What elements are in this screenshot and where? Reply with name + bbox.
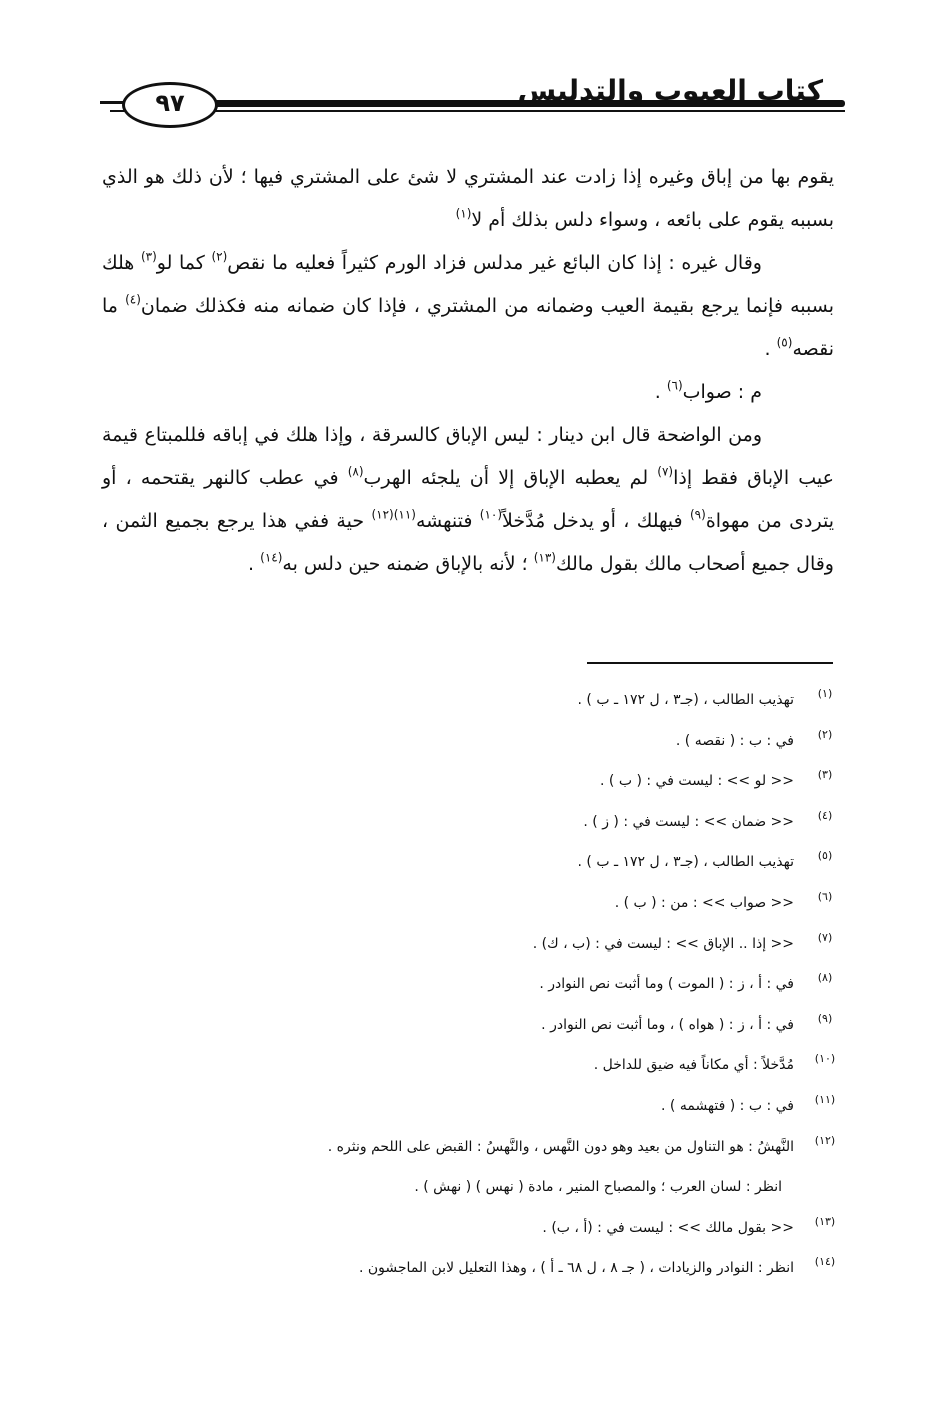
- footnote-text: في : أ ، ز : ( هواه ) ، وما أثبت نص النوادر .: [541, 1016, 794, 1033]
- body-text-run: لم يعطبه الإباق إلا أن يلجئه الهرب: [363, 467, 658, 489]
- page-header: [100, 68, 845, 128]
- footnote-item: [102, 721, 842, 762]
- footnote-reference[interactable]: (١): [455, 206, 472, 221]
- footnote-number: (٧): [817, 930, 833, 944]
- body-text-run: وقال غيره : إذا كان البائع غير مدلس فزاد الورم كثيراً فعليه ما نقص: [227, 252, 762, 274]
- body-text-run: .: [248, 553, 261, 575]
- footnote-item: [102, 1208, 842, 1249]
- body-paragraph: [102, 156, 834, 242]
- footnote-item: [102, 1127, 842, 1168]
- footnote-item: [102, 802, 842, 843]
- footnote-number: (١١): [814, 1092, 836, 1106]
- footnote-reference[interactable]: (١١)(١٢): [371, 507, 416, 522]
- footnote-number: (١٠): [814, 1052, 836, 1066]
- footnote-text: << صواب >> : من : ( ب ) .: [614, 894, 794, 911]
- footnote-reference[interactable]: (٢): [211, 249, 228, 264]
- body-text-run: ؛ لأنه بالإباق ضمنه حين دلس به: [282, 553, 534, 575]
- footnote-text: انظر : لسان العرب ؛ والمصباح المنير ، مادة ( نهس ) ( نهش ) .: [414, 1179, 782, 1196]
- footnote-item: [102, 1248, 842, 1289]
- footnote-item: [102, 842, 842, 883]
- footnote-reference[interactable]: (١٣): [533, 550, 556, 565]
- footnote-text: في : ب : ( فتهشمه ) .: [661, 1097, 794, 1114]
- main-text: [102, 156, 834, 586]
- footnote-number: (٣): [817, 768, 833, 782]
- body-text-run: .: [764, 338, 777, 360]
- body-text-run: م : صواب: [682, 381, 762, 403]
- footnote-text: مُدَّخلاً : أي مكاناً فيه ضيق للداخل .: [593, 1057, 794, 1074]
- footnote-number: (١٣): [814, 1214, 836, 1228]
- footnote-text: النَّهشُ : هو التناول من بعيد وهو دون النَّهس ، والنَّهسُ : القبض على اللحم ونثره .: [327, 1138, 794, 1155]
- footnote-text: تهذيب الطالب ، (جـ٣ ، ل ١٧٢ ـ ب ) .: [577, 692, 794, 708]
- footnote-item: [102, 1086, 842, 1127]
- footnote-number: (٥): [817, 849, 833, 863]
- body-text-run: هلك بسببه فإنما يرجع بقيمة العيب وضمانه من المشتري ، فإذا كان ضمانه منه فكذلك ضمان: [102, 252, 834, 317]
- header-thin-rule: [110, 110, 845, 112]
- footnote-text: << بقول مالك >> : ليست في : (أ ، ب) .: [542, 1219, 794, 1236]
- body-text-run: ومن الواضحة قال ابن دينار : ليس الإباق كالسرقة ، وإذا هلك في إباقه فللمبتاع قيمة عيب الإباق فقط إذا: [102, 424, 834, 489]
- footnote-number: (٨): [817, 971, 833, 985]
- footnote-number: (١): [817, 687, 833, 700]
- body-text-run: حية ففي هذا يرجع بجميع الثمن ، وقال جميع أصحاب مالك بقول مالك: [102, 510, 834, 575]
- footnote-text: في : ب : ( نقصه ) .: [675, 732, 794, 749]
- footnote-text: << لو >> : ليست في : ( ب ) .: [600, 773, 794, 790]
- footnote-reference[interactable]: (٧): [657, 464, 674, 479]
- body-paragraph: [102, 414, 834, 586]
- footnote-reference[interactable]: (٤): [125, 292, 141, 307]
- footnote-reference[interactable]: (٥): [776, 335, 793, 350]
- footnote-text: انظر : النوادر والزيادات ، ( جـ ٨ ، ل ٦٨ ـ أ ) ، وهذا التعليل لابن الماجشون .: [359, 1260, 794, 1277]
- footnote-divider: [587, 662, 833, 664]
- body-text-run: ما نقصه: [102, 295, 834, 360]
- footnote-reference[interactable]: (٩): [689, 507, 706, 522]
- body-text-run: في عطب كالنهر يقتحمه ، أو يتردى من مهواة: [102, 467, 835, 532]
- footnote-number: (١٢): [814, 1133, 836, 1147]
- footnote-reference[interactable]: (٨): [347, 464, 364, 479]
- footnote-text: << إذا .. الإباق >> : ليست في : (ب ، ك) .: [532, 935, 794, 952]
- footnote-reference[interactable]: (١٠): [479, 507, 503, 522]
- footnote-number: (٩): [817, 1011, 833, 1025]
- footnotes: [102, 680, 842, 1289]
- footnote-text: << ضمان >> : ليست في : ( ز ) .: [583, 813, 794, 830]
- footnote-text: في : أ ، ز : ( الموت ) وما أثبت نص النوادر .: [539, 976, 794, 993]
- footnote-reference[interactable]: (٦): [666, 378, 683, 393]
- page-number: ٩٧: [155, 89, 185, 117]
- footnote-number: (٦): [817, 889, 833, 903]
- footnote-number: (٢): [817, 727, 833, 741]
- book-title: كتاب العيوب والتدليس: [517, 74, 823, 107]
- footnote-reference[interactable]: (١٤): [260, 550, 283, 565]
- body-text-run: فتنهشه: [415, 510, 480, 532]
- footnote-text: تهذيب الطالب ، (جـ٣ ، ل ١٧٢ ـ ب ) .: [577, 854, 794, 871]
- body-text-run: فيهلك ، أو يدخل مُدَّخلاً: [502, 510, 690, 532]
- footnote-item: [102, 924, 842, 965]
- footnote-item: [102, 680, 842, 721]
- footnote-number: (٤): [817, 808, 833, 822]
- footnote-item: [102, 761, 842, 802]
- footnote-item: [102, 1167, 842, 1208]
- page-number-oval: [122, 82, 218, 128]
- body-paragraph: [102, 242, 834, 371]
- footnote-item: [102, 1045, 842, 1086]
- footnote-item: [102, 964, 842, 1005]
- footnote-item: [102, 883, 842, 924]
- body-text-run: كما لو: [156, 252, 212, 274]
- footnote-number: (١٤): [814, 1255, 836, 1269]
- body-text-run: .: [654, 381, 667, 403]
- footnote-reference[interactable]: (٣): [140, 249, 157, 264]
- footnote-item: [102, 1005, 842, 1046]
- body-text-run: يقوم بها من إباق وغيره إذا زادت عند المشتري لا شئ على المشتري فيها ؛ لأن ذلك هو الذي بسببه يقوم على بائعه ، وسواء دلس بذلك أم لا: [102, 166, 834, 231]
- body-paragraph: [102, 371, 834, 414]
